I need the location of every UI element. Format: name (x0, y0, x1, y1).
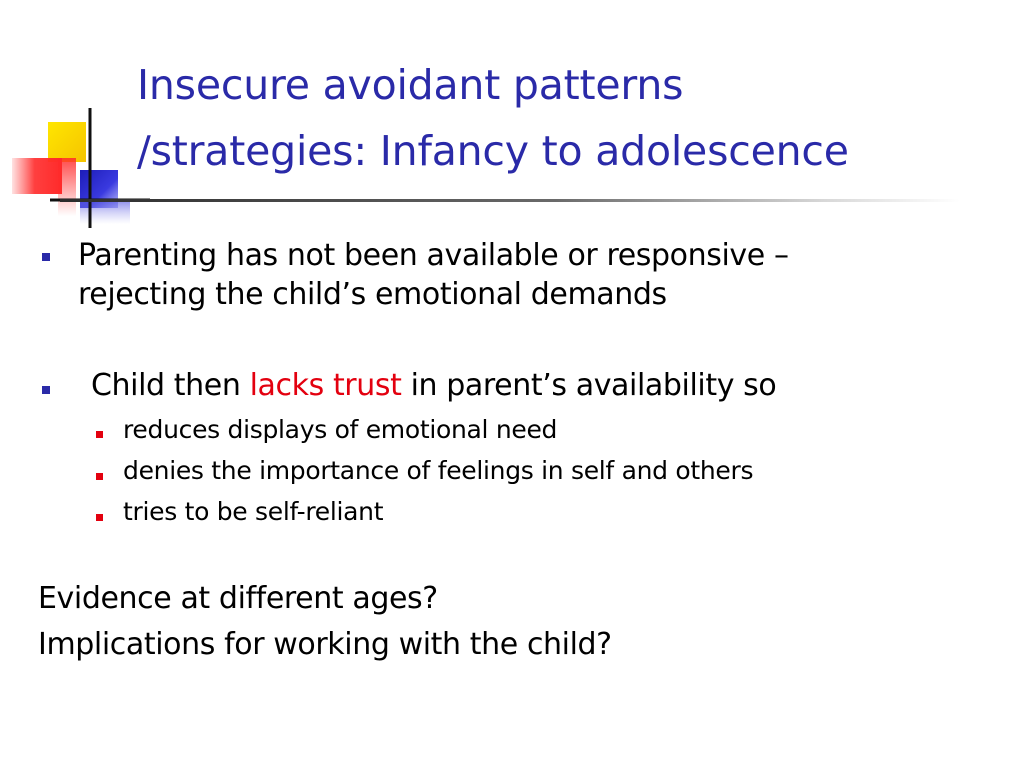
blue-square-bullet-icon (42, 253, 50, 261)
sub-bullet-item: reduces displays of emotional need (123, 415, 558, 444)
lacks-trust-emphasis: lacks trust (249, 368, 402, 403)
title-line-2: /strategies: Infancy to adolescence (137, 127, 849, 175)
bullet-parenting-line-1: Parenting has not been available or responsive – (78, 238, 789, 273)
red-square-bullet-icon (96, 514, 103, 521)
red-square-bullet-icon (96, 431, 103, 438)
bullet-child-trust-before: Child then (91, 368, 250, 403)
sub-bullet-item: denies the importance of feelings in self and others (123, 456, 754, 485)
slide-title (137, 52, 997, 184)
implications-question: Implications for working with the child? (38, 627, 612, 662)
bullet-parenting (78, 236, 978, 314)
decorative-squares-logo (0, 100, 150, 230)
bullet-child-trust (91, 366, 776, 406)
evidence-question: Evidence at different ages? (38, 581, 438, 616)
bullet-child-trust-after: in parent’s availability so (401, 368, 777, 403)
title-divider (60, 199, 960, 202)
red-square-bullet-icon (96, 473, 103, 480)
sub-bullet-item: tries to be self-reliant (123, 497, 384, 526)
bullet-parenting-line-2: rejecting the child’s emotional demands (78, 277, 667, 312)
title-line-1: Insecure avoidant patterns (137, 61, 684, 109)
blue-square-bullet-icon (42, 386, 50, 394)
